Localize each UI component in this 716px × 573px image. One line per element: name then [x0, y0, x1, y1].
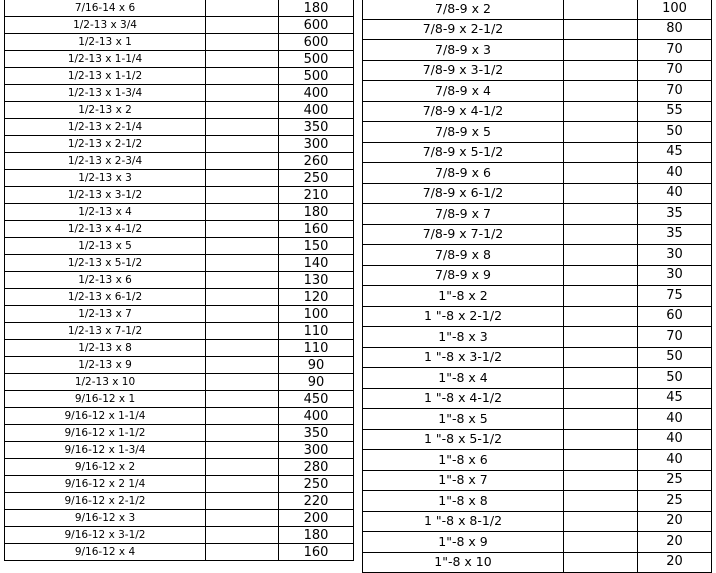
size-cell: 9/16-12 x 4: [5, 544, 206, 561]
size-cell: 1/2-13 x 3: [5, 170, 206, 187]
table-row: [5, 357, 354, 374]
table-row: [5, 527, 354, 544]
quantity-cell: 400: [279, 408, 354, 425]
blank-cell: [206, 0, 279, 17]
quantity-cell: 45: [638, 142, 712, 163]
table-row: [5, 391, 354, 408]
size-cell: 1/2-13 x 3/4: [5, 17, 206, 34]
table-row: [5, 187, 354, 204]
table-row: [5, 476, 354, 493]
size-cell: 7/16-14 x 6: [5, 0, 206, 17]
blank-cell: [206, 238, 279, 255]
quantity-cell: 50: [638, 368, 712, 389]
table-row: [363, 450, 712, 471]
quantity-cell: 300: [279, 136, 354, 153]
size-cell: 1"-8 x 6: [363, 450, 564, 471]
blank-cell: [206, 68, 279, 85]
blank-cell: [206, 170, 279, 187]
size-cell: 1"-8 x 7: [363, 470, 564, 491]
blank-cell: [206, 476, 279, 493]
blank-cell: [564, 347, 638, 368]
table-row: [5, 459, 354, 476]
table-row: [5, 153, 354, 170]
blank-cell: [564, 532, 638, 553]
size-cell: 7/8-9 x 6-1/2: [363, 183, 564, 204]
size-cell: 7/8-9 x 2: [363, 0, 564, 19]
table-row: [5, 544, 354, 561]
table-row: [363, 491, 712, 512]
size-cell: 9/16-12 x 1-1/4: [5, 408, 206, 425]
blank-cell: [564, 327, 638, 348]
size-cell: 1"-8 x 9: [363, 532, 564, 553]
quantity-cell: 500: [279, 68, 354, 85]
quantity-cell: 100: [638, 0, 712, 19]
size-cell: 7/8-9 x 4-1/2: [363, 101, 564, 122]
quantity-cell: 250: [279, 170, 354, 187]
blank-cell: [564, 204, 638, 225]
size-cell: 7/8-9 x 7-1/2: [363, 224, 564, 245]
quantity-cell: 260: [279, 153, 354, 170]
table-row: [363, 429, 712, 450]
table-row: [5, 0, 354, 17]
blank-cell: [564, 40, 638, 61]
quantity-cell: 250: [279, 476, 354, 493]
size-cell: 7/8-9 x 5-1/2: [363, 142, 564, 163]
blank-cell: [564, 470, 638, 491]
size-cell: 1/2-13 x 2-3/4: [5, 153, 206, 170]
table-row: [363, 60, 712, 81]
table-row: [5, 238, 354, 255]
blank-cell: [564, 101, 638, 122]
quantity-cell: 50: [638, 347, 712, 368]
blank-cell: [564, 60, 638, 81]
blank-cell: [564, 388, 638, 409]
quantity-cell: 60: [638, 306, 712, 327]
table-row: [363, 388, 712, 409]
size-cell: 1/2-13 x 2: [5, 102, 206, 119]
blank-cell: [206, 442, 279, 459]
blank-cell: [206, 17, 279, 34]
quantity-cell: 200: [279, 510, 354, 527]
size-cell: 1/2-13 x 9: [5, 357, 206, 374]
size-cell: 1/2-13 x 6-1/2: [5, 289, 206, 306]
quantity-cell: 30: [638, 265, 712, 286]
size-cell: 1/2-13 x 7-1/2: [5, 323, 206, 340]
left-table-body: [5, 0, 354, 561]
blank-cell: [564, 224, 638, 245]
size-cell: 1"-8 x 3: [363, 327, 564, 348]
table-row: [363, 470, 712, 491]
quantity-cell: 180: [279, 0, 354, 17]
blank-cell: [206, 408, 279, 425]
size-cell: 9/16-12 x 3: [5, 510, 206, 527]
size-cell: 1/2-13 x 1-3/4: [5, 85, 206, 102]
table-row: [363, 19, 712, 40]
size-cell: 1"-8 x 4: [363, 368, 564, 389]
table-row: [363, 552, 712, 573]
blank-cell: [564, 409, 638, 430]
table-row: [5, 119, 354, 136]
quantity-cell: 210: [279, 187, 354, 204]
blank-cell: [206, 34, 279, 51]
quantity-cell: 20: [638, 532, 712, 553]
size-cell: 1"-8 x 5: [363, 409, 564, 430]
table-row: [5, 442, 354, 459]
table-row: [363, 327, 712, 348]
size-cell: 9/16-12 x 2: [5, 459, 206, 476]
table-row: [5, 51, 354, 68]
blank-cell: [206, 459, 279, 476]
table-row: [363, 347, 712, 368]
size-cell: 9/16-12 x 3-1/2: [5, 527, 206, 544]
size-cell: 7/8-9 x 2-1/2: [363, 19, 564, 40]
table-row: [363, 409, 712, 430]
blank-cell: [564, 19, 638, 40]
blank-cell: [564, 81, 638, 102]
size-cell: 1"-8 x 8: [363, 491, 564, 512]
quantity-cell: 500: [279, 51, 354, 68]
table-row: [363, 163, 712, 184]
blank-cell: [564, 265, 638, 286]
quantity-cell: 40: [638, 409, 712, 430]
quantity-cell: 350: [279, 119, 354, 136]
blank-cell: [564, 552, 638, 573]
table-row: [363, 265, 712, 286]
table-row: [5, 170, 354, 187]
quantity-cell: 30: [638, 245, 712, 266]
blank-cell: [206, 289, 279, 306]
size-cell: 1/2-13 x 2-1/2: [5, 136, 206, 153]
table-row: [5, 374, 354, 391]
blank-cell: [206, 136, 279, 153]
blank-cell: [206, 374, 279, 391]
table-row: [5, 34, 354, 51]
size-cell: 7/8-9 x 3: [363, 40, 564, 61]
table-row: [5, 221, 354, 238]
size-cell: 1/2-13 x 3-1/2: [5, 187, 206, 204]
quantity-cell: 25: [638, 491, 712, 512]
quantity-cell: 110: [279, 323, 354, 340]
table-row: [5, 102, 354, 119]
blank-cell: [206, 85, 279, 102]
quantity-cell: 40: [638, 450, 712, 471]
table-row: [5, 136, 354, 153]
quantity-cell: 600: [279, 17, 354, 34]
table-row: [363, 40, 712, 61]
quantity-cell: 140: [279, 255, 354, 272]
blank-cell: [206, 425, 279, 442]
size-cell: 1"-8 x 10: [363, 552, 564, 573]
right-table-body: [363, 0, 712, 573]
blank-cell: [564, 306, 638, 327]
size-cell: 1/2-13 x 1-1/4: [5, 51, 206, 68]
quantity-cell: 45: [638, 388, 712, 409]
blank-cell: [206, 221, 279, 238]
blank-cell: [564, 450, 638, 471]
quantity-cell: 400: [279, 85, 354, 102]
table-row: [5, 289, 354, 306]
blank-cell: [206, 51, 279, 68]
blank-cell: [206, 204, 279, 221]
size-cell: 7/8-9 x 7: [363, 204, 564, 225]
blank-cell: [206, 357, 279, 374]
quantity-cell: 300: [279, 442, 354, 459]
size-cell: 1 "-8 x 4-1/2: [363, 388, 564, 409]
blank-cell: [564, 142, 638, 163]
size-cell: 1/2-13 x 6: [5, 272, 206, 289]
blank-cell: [564, 491, 638, 512]
blank-cell: [206, 306, 279, 323]
blank-cell: [564, 122, 638, 143]
quantity-cell: 90: [279, 374, 354, 391]
quantity-cell: 110: [279, 340, 354, 357]
quantity-cell: 160: [279, 544, 354, 561]
blank-cell: [564, 511, 638, 532]
size-cell: 1/2-13 x 5-1/2: [5, 255, 206, 272]
table-row: [363, 204, 712, 225]
quantity-cell: 450: [279, 391, 354, 408]
size-cell: 9/16-12 x 2 1/4: [5, 476, 206, 493]
quantity-cell: 80: [638, 19, 712, 40]
quantity-cell: 40: [638, 183, 712, 204]
quantity-cell: 120: [279, 289, 354, 306]
blank-cell: [206, 187, 279, 204]
blank-cell: [206, 340, 279, 357]
blank-cell: [564, 183, 638, 204]
table-row: [363, 0, 712, 19]
quantity-cell: 220: [279, 493, 354, 510]
blank-cell: [206, 493, 279, 510]
table-row: [5, 493, 354, 510]
quantity-cell: 100: [279, 306, 354, 323]
quantity-cell: 20: [638, 511, 712, 532]
table-row: [5, 510, 354, 527]
quantity-cell: 35: [638, 204, 712, 225]
table-row: [363, 511, 712, 532]
size-cell: 1/2-13 x 10: [5, 374, 206, 391]
table-row: [5, 17, 354, 34]
size-cell: 7/8-9 x 4: [363, 81, 564, 102]
table-row: [5, 340, 354, 357]
size-cell: 1/2-13 x 5: [5, 238, 206, 255]
quantity-cell: 400: [279, 102, 354, 119]
table-row: [5, 425, 354, 442]
quantity-cell: 130: [279, 272, 354, 289]
quantity-cell: 50: [638, 122, 712, 143]
table-row: [5, 323, 354, 340]
quantity-cell: 180: [279, 204, 354, 221]
size-cell: 9/16-12 x 2-1/2: [5, 493, 206, 510]
blank-cell: [206, 510, 279, 527]
blank-cell: [206, 119, 279, 136]
blank-cell: [206, 391, 279, 408]
size-cell: 1/2-13 x 8: [5, 340, 206, 357]
quantity-cell: 280: [279, 459, 354, 476]
quantity-cell: 600: [279, 34, 354, 51]
blank-cell: [564, 163, 638, 184]
blank-cell: [564, 429, 638, 450]
quantity-cell: 35: [638, 224, 712, 245]
table-row: [363, 101, 712, 122]
quantity-cell: 350: [279, 425, 354, 442]
size-cell: 1 "-8 x 2-1/2: [363, 306, 564, 327]
quantity-cell: 150: [279, 238, 354, 255]
blank-cell: [206, 153, 279, 170]
quantity-cell: 180: [279, 527, 354, 544]
quantity-cell: 25: [638, 470, 712, 491]
table-row: [363, 368, 712, 389]
table-row: [363, 286, 712, 307]
blank-cell: [564, 286, 638, 307]
size-cell: 7/8-9 x 5: [363, 122, 564, 143]
table-row: [363, 224, 712, 245]
table-row: [5, 204, 354, 221]
blank-cell: [206, 255, 279, 272]
size-cell: 1 "-8 x 3-1/2: [363, 347, 564, 368]
blank-cell: [206, 544, 279, 561]
quantity-cell: 55: [638, 101, 712, 122]
table-row: [363, 532, 712, 553]
table-row: [363, 142, 712, 163]
size-cell: 1/2-13 x 4-1/2: [5, 221, 206, 238]
quantity-cell: 70: [638, 40, 712, 61]
size-cell: 7/8-9 x 3-1/2: [363, 60, 564, 81]
table-row: [5, 306, 354, 323]
quantity-cell: 160: [279, 221, 354, 238]
size-cell: 1 "-8 x 5-1/2: [363, 429, 564, 450]
table-row: [5, 272, 354, 289]
size-cell: 1/2-13 x 1: [5, 34, 206, 51]
quantity-cell: 70: [638, 81, 712, 102]
table-row: [363, 245, 712, 266]
right-size-table: [362, 0, 712, 573]
left-size-table: [4, 0, 354, 561]
blank-cell: [206, 323, 279, 340]
blank-cell: [564, 245, 638, 266]
table-row: [5, 255, 354, 272]
size-cell: 7/8-9 x 9: [363, 265, 564, 286]
table-row: [363, 81, 712, 102]
quantity-cell: 20: [638, 552, 712, 573]
size-cell: 7/8-9 x 6: [363, 163, 564, 184]
table-row: [363, 306, 712, 327]
table-row: [5, 408, 354, 425]
size-cell: 1/2-13 x 7: [5, 306, 206, 323]
size-cell: 9/16-12 x 1: [5, 391, 206, 408]
table-row: [5, 68, 354, 85]
size-cell: 1 "-8 x 8-1/2: [363, 511, 564, 532]
blank-cell: [206, 102, 279, 119]
quantity-cell: 40: [638, 163, 712, 184]
quantity-cell: 70: [638, 60, 712, 81]
table-row: [5, 85, 354, 102]
quantity-cell: 70: [638, 327, 712, 348]
quantity-cell: 75: [638, 286, 712, 307]
size-cell: 1"-8 x 2: [363, 286, 564, 307]
table-row: [363, 122, 712, 143]
size-cell: 7/8-9 x 8: [363, 245, 564, 266]
size-cell: 9/16-12 x 1-1/2: [5, 425, 206, 442]
size-cell: 1/2-13 x 4: [5, 204, 206, 221]
quantity-cell: 90: [279, 357, 354, 374]
blank-cell: [206, 272, 279, 289]
size-cell: 9/16-12 x 1-3/4: [5, 442, 206, 459]
blank-cell: [564, 0, 638, 19]
table-row: [363, 183, 712, 204]
blank-cell: [564, 368, 638, 389]
size-cell: 1/2-13 x 2-1/4: [5, 119, 206, 136]
quantity-cell: 40: [638, 429, 712, 450]
blank-cell: [206, 527, 279, 544]
size-cell: 1/2-13 x 1-1/2: [5, 68, 206, 85]
